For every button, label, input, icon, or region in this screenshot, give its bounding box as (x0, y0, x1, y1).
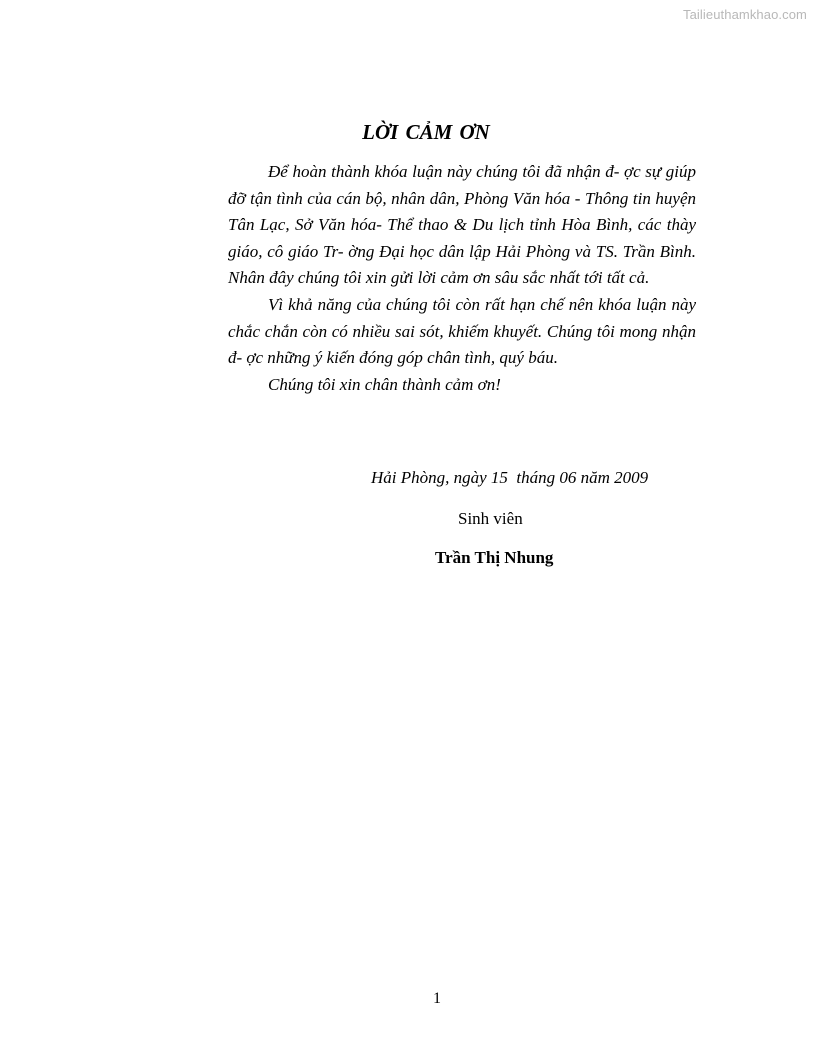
paragraph-limitations: Vì khả năng của chúng tôi còn rất hạn chế nên khóa luận này chắc chắn còn có nhiều sai sót, khiếm khuyết. Chúng tôi mong nhận đ- ợc những ý kiến đóng góp chân tình, quý báu. (228, 294, 696, 368)
page-title: LỜI CẢM ƠN (362, 120, 490, 144)
signer-role: Sinh viên (458, 509, 523, 528)
date-line: Hải Phòng, ngày 15 tháng 06 năm 2009 (371, 468, 649, 487)
paragraph-thanks: Để hoàn thành khóa luận này chúng tôi đã nhận đ- ợc sự giúp đỡ tận tình của cán bộ, nhân dân, Phòng Văn hóa - Thông tin huyện Tân Lạc, Sở Văn hóa- Thể thao & Du lịch tỉnh Hòa Bình, các thày giáo, cô giáo Tr- ờng Đại học dân lập Hải Phòng và TS. Trần Bình. Nhân đây chúng tôi xin gửi lời cảm ơn sâu sắc nhất tới tất cả. (228, 162, 696, 288)
page-number: 1 (433, 990, 441, 1007)
watermark-text: Tailieuthamkhao.com (682, 7, 807, 22)
signer-name: Trần Thị Nhung (435, 548, 554, 567)
paragraph-closing: Chúng tôi xin chân thành cảm ơn! (268, 374, 501, 394)
acknowledgement-body (228, 159, 696, 398)
